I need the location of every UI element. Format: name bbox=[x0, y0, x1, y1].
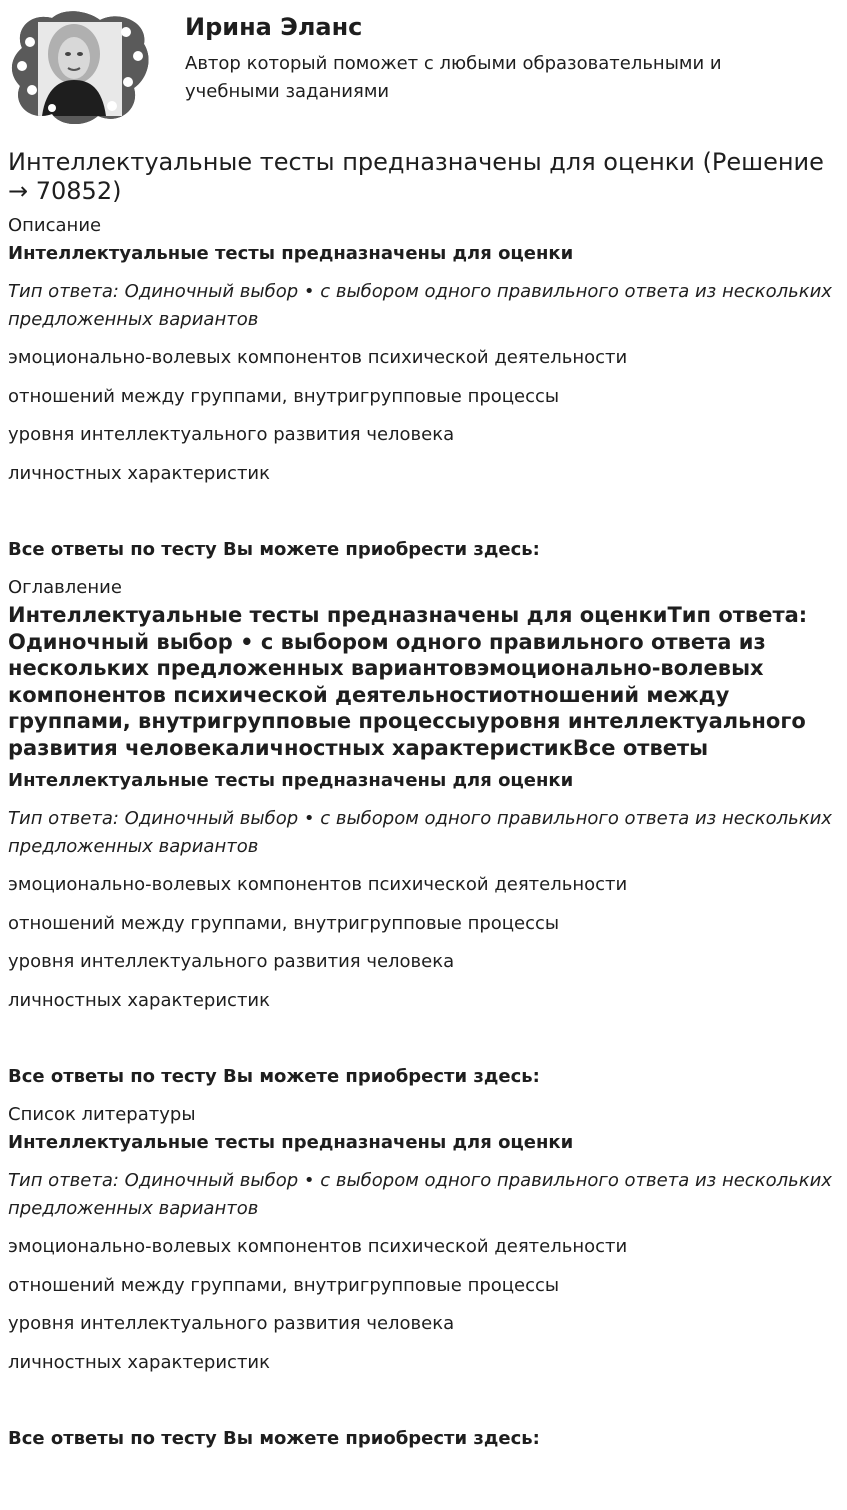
spacer bbox=[8, 1387, 839, 1425]
answer-option: отношений между группами, внутригрупповые процессы bbox=[8, 912, 560, 934]
buy-answers-text[interactable]: Все ответы по тесту Вы можете приобрести здесь: bbox=[8, 1066, 540, 1087]
answer-option: отношений между группами, внутригрупповые процессы bbox=[8, 385, 560, 407]
author-info bbox=[185, 8, 805, 106]
page-title: Интеллектуальные тесты предназначены для оценки (Решение → 70852) bbox=[8, 148, 824, 205]
author-description: Автор который поможет с любыми образовательными и учебными заданиями bbox=[185, 53, 722, 102]
question-title: Интеллектуальные тесты предназначены для оценки bbox=[8, 243, 574, 264]
section-label-literature: Список литературы bbox=[8, 1104, 196, 1125]
answer-option: эмоционально-волевых компонентов психической деятельности bbox=[8, 874, 628, 895]
answer-option: эмоционально-волевых компонентов психической деятельности bbox=[8, 1236, 628, 1257]
answer-type: Тип ответа: Одиночный выбор • с выбором одного правильного ответа из нескольких предложенных вариантов bbox=[8, 808, 832, 857]
answer-option: уровня интеллектуального развития человека bbox=[8, 951, 455, 972]
answer-type: Тип ответа: Одиночный выбор • с выбором одного правильного ответа из нескольких предложенных вариантов bbox=[8, 281, 832, 330]
question-title: Интеллектуальные тесты предназначены для оценки bbox=[8, 1132, 574, 1153]
avatar-photo-icon bbox=[8, 8, 153, 128]
section-label-toc: Оглавление bbox=[8, 577, 122, 598]
question-title: Интеллектуальные тесты предназначены для оценки bbox=[8, 770, 574, 791]
answer-option: отношений между группами, внутригрупповые процессы bbox=[8, 1274, 560, 1296]
author-card bbox=[8, 0, 839, 140]
answer-type: Тип ответа: Одиночный выбор • с выбором одного правильного ответа из нескольких предложенных вариантов bbox=[8, 1170, 832, 1219]
answer-option: уровня интеллектуального развития человека bbox=[8, 1313, 455, 1334]
author-name[interactable]: Ирина Эланс bbox=[185, 13, 363, 41]
answer-option: личностных характеристик bbox=[8, 1351, 271, 1373]
buy-answers-text[interactable]: Все ответы по тесту Вы можете приобрести здесь: bbox=[8, 539, 540, 560]
author-avatar[interactable] bbox=[8, 8, 153, 128]
answer-option: личностных характеристик bbox=[8, 462, 271, 484]
toc-text: Интеллектуальные тесты предназначены для оценкиТип ответа: Одиночный выбор • с выбором одного правильного ответа из нескольких предложенных вариантовэмоционально-волевых компонентов психической деятельностиотношений между группами, внутригрупповые процессыуровня интеллектуального развития человекаличностных характеристикВсе ответы bbox=[8, 603, 808, 760]
buy-answers-text[interactable]: Все ответы по тесту Вы можете приобрести здесь: bbox=[8, 1428, 540, 1449]
answer-option: личностных характеристик bbox=[8, 989, 271, 1011]
answer-option: уровня интеллектуального развития человека bbox=[8, 424, 455, 445]
spacer bbox=[8, 498, 839, 536]
section-label-description: Описание bbox=[8, 215, 102, 236]
spacer bbox=[8, 1025, 839, 1063]
answer-option: эмоционально-волевых компонентов психической деятельности bbox=[8, 347, 628, 368]
